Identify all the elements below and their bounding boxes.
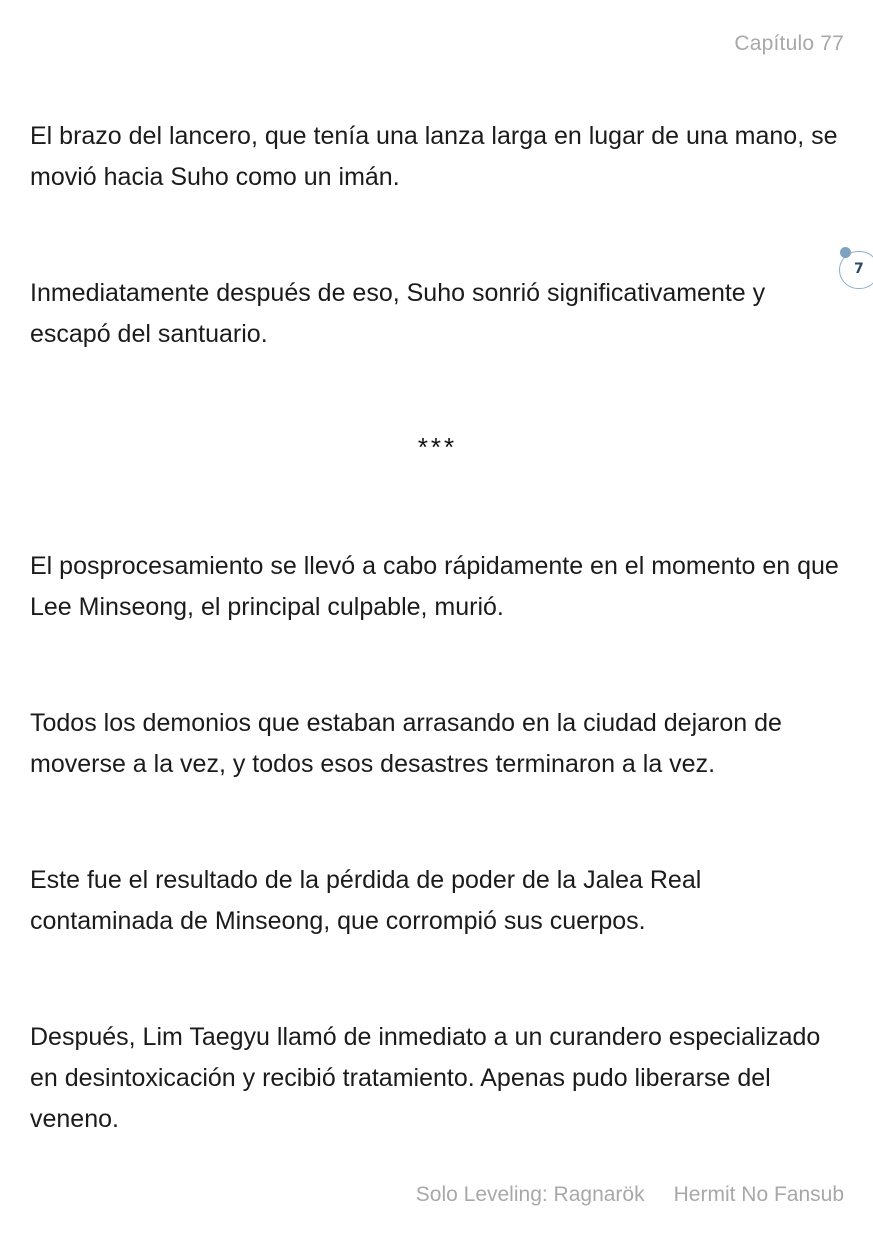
book-title: Solo Leveling: Ragnarök [415,1183,645,1206]
translator-credit: Hermit No Fansub [673,1183,844,1206]
paragraph: Este fue el resultado de la pérdida de poder de la Jalea Real contaminada de Minseong, que corrompió sus cuerpos. [30,866,702,935]
comment-count: 7 [854,261,864,277]
comment-bubble-icon [840,247,851,258]
paragraph: Inmediatamente después de eso, Suho sonrió significativamente y escapó del santuario. [30,279,766,348]
paragraph: El brazo del lancero, que tenía una lanza larga en lugar de una mano, se movió hacia Suho como un imán. [30,122,838,191]
page-footer [416,1183,844,1207]
paragraph: El posprocesamiento se llevó a cabo rápidamente en el momento en que Lee Minseong, el principal culpable, murió. [30,552,839,621]
paragraph: Después, Lim Taegyu llamó de inmediato a un curandero especializado en desintoxicación y recibió tratamiento. Apenas pudo liberarse del veneno. [30,1023,821,1133]
comment-bubble-button[interactable] [839,251,873,289]
scene-separator: *** [417,432,458,462]
paragraph: Todos los demonios que estaban arrasando en la ciudad dejaron de moverse a la vez, y todos esos desastres terminaron a la vez. [30,709,782,778]
chapter-title: Capítulo 77 [734,32,844,55]
